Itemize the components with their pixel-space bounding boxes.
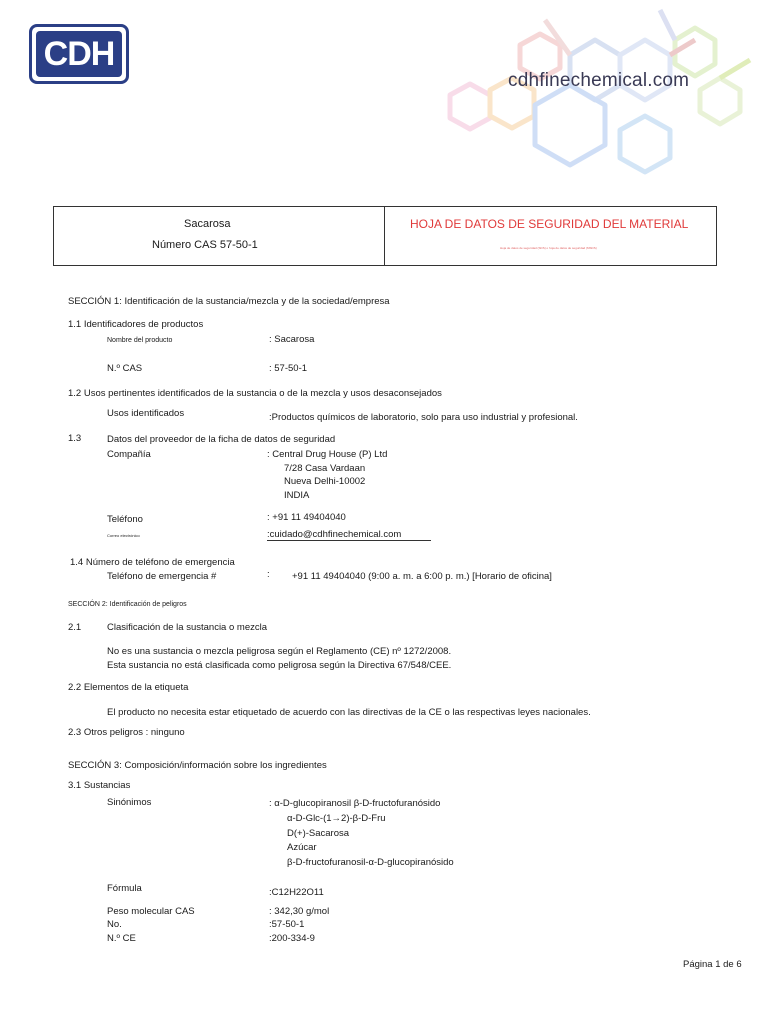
website-text: cdhfinechemical.com xyxy=(508,70,690,91)
page-number: Página 1 de 6 xyxy=(683,959,742,970)
s2-1-heading: Clasificación de la sustancia o mezcla xyxy=(107,622,267,633)
label-text: El producto no necesita estar etiquetado de acuerdo con las directivas de la CE o las respectivas leyes nacionales. xyxy=(107,707,591,718)
cas-value: : 57-50-1 xyxy=(269,363,308,374)
s2-3-heading: 2.3 Otros peligros : ninguno xyxy=(68,727,185,738)
email-link[interactable]: :cuidado@cdhfinechemical.com xyxy=(267,529,431,541)
ce-label: N.º CE xyxy=(107,933,136,944)
s2-1-number: 2.1 xyxy=(68,622,82,633)
emergency-value: +91 11 49404040 (9:00 a. m. a 6:00 p. m.) [Horario de oficina] xyxy=(292,571,552,582)
classification-line-2: Esta sustancia no está clasificada como peligrosa según la Directiva 67/548/CEE. xyxy=(107,660,452,671)
s1-3-number: 1.3 xyxy=(68,433,82,444)
product-name-value: : Sacarosa xyxy=(269,334,315,345)
uses-label: Usos identificados xyxy=(107,408,185,419)
classification-line-1: No es una sustancia o mezcla peligrosa según el Reglamento (CE) nº 1272/2008. xyxy=(107,646,452,657)
synonym-1: : α-D-glucopiranosil β-D-fructofuranósido xyxy=(269,798,441,809)
s1-2-heading: 1.2 Usos pertinentes identificados de la sustancia o de la mezcla y usos desaconsejados xyxy=(68,388,442,399)
doc-title: HOJA DE DATOS DE SEGURIDAD DEL MATERIAL xyxy=(410,217,689,231)
cdh-logo xyxy=(29,24,129,84)
synonym-5: β-D-fructofuranosil-α-D-glucopiranósido xyxy=(287,857,454,868)
s3-1-heading: 3.1 Sustancias xyxy=(68,780,131,791)
company-line-4: INDIA xyxy=(284,490,310,501)
emergency-colon: : xyxy=(267,569,270,580)
synonym-3: D(+)-Sacarosa xyxy=(287,828,350,839)
no-value: :57-50-1 xyxy=(269,919,305,930)
molecule-decoration xyxy=(420,0,768,200)
company-label: Compañía xyxy=(107,449,151,460)
synonyms-label: Sinónimos xyxy=(107,797,152,808)
uses-value: :Productos químicos de laboratorio, solo para uso industrial y profesional. xyxy=(269,412,578,423)
section2-title: SECCIÓN 2: Identificación de peligros xyxy=(68,601,187,608)
logo-text: CDH xyxy=(36,31,122,77)
product-title: Sacarosa xyxy=(184,218,231,230)
product-name-label: Nombre del producto xyxy=(107,337,173,344)
phone-label: Teléfono xyxy=(107,514,143,525)
emergency-label: Teléfono de emergencia # xyxy=(107,571,217,582)
cas-label: N.º CAS xyxy=(107,363,143,374)
header-divider xyxy=(384,207,385,265)
section3-title: SECCIÓN 3: Composición/información sobre los ingredientes xyxy=(68,760,327,771)
formula-value: :C12H22O11 xyxy=(269,887,324,898)
ce-value: :200-334-9 xyxy=(269,933,315,944)
mw-label: Peso molecular CAS xyxy=(107,906,195,917)
section1-title: SECCIÓN 1: Identificación de la sustancia/mezcla y de la sociedad/empresa xyxy=(68,296,390,307)
company-line-3: Nueva Delhi-10002 xyxy=(284,476,366,487)
doc-subtitle: Hoja de datos de seguridad (SDS) o hoja de datos de seguridad (MSDS) xyxy=(500,246,597,250)
s2-2-heading: 2.2 Elementos de la etiqueta xyxy=(68,682,189,693)
mw-value: : 342,30 g/mol xyxy=(269,906,330,917)
s1-4-heading: 1.4 Número de teléfono de emergencia xyxy=(70,557,235,568)
phone-value: : +91 11 49404040 xyxy=(267,512,346,523)
formula-label: Fórmula xyxy=(107,883,142,894)
synonym-4: Azúcar xyxy=(287,842,317,853)
s1-3-heading: Datos del proveedor de la ficha de datos de seguridad xyxy=(107,434,336,445)
company-line-2: 7/28 Casa Vardaan xyxy=(284,463,366,474)
s1-1-heading: 1.1 Identificadores de productos xyxy=(68,319,204,330)
cas-title: Número CAS 57-50-1 xyxy=(152,239,258,251)
email-label: Correo electrónico xyxy=(107,533,140,538)
no-label: No. xyxy=(107,919,122,930)
synonym-2: α-D-Glc-(1→2)-β-D-Fru xyxy=(287,813,386,824)
header-box xyxy=(53,206,717,266)
company-line-1: : Central Drug House (P) Ltd xyxy=(267,449,388,460)
